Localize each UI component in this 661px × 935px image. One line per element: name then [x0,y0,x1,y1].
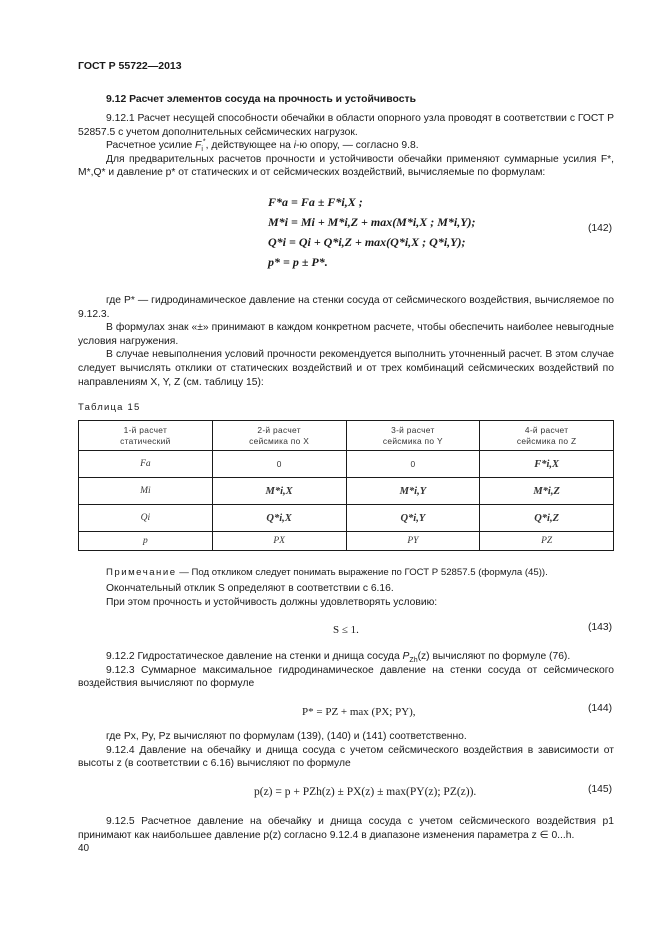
formula-142-number: (142) [588,223,613,234]
table-cell: PY [346,532,480,551]
paragraph-sign-rule: В формулах знак «±» принимают в каждом конкретном расчете, чтобы обеспечить наиболее невыгодные условия нагружения. [78,322,614,347]
table-row [79,505,614,532]
table-cell: PZ [480,532,614,551]
paragraph-9-12-4: 9.12.4 Давление на обечайку и днища сосуда с учетом сейсмического воздействия в зависимости от высоты z (в соответствии с 6.16) вычисляют по формуле [78,744,614,770]
table-cell: PX [212,532,346,551]
table-cell: M*i,Z [480,478,614,505]
table-row [79,451,614,478]
formula-143: S ≤ 1. [333,624,359,636]
table-header-cell: 3-й расчет сейсмика по Y [346,421,480,451]
table-header-row [79,421,614,451]
paragraph-where-pxyz: где Px, Py, Pz вычисляют по формулам (139), (140) и (141) соответственно. [106,731,467,742]
page-number: 40 [78,843,90,854]
hydro-text [78,650,614,691]
table-cell: Qi [79,505,213,532]
paragraph-9-12-3: 9.12.3 Суммарное максимальное гидродинамическое давление на стенки сосуда от сейсмического воздействия вычисляют по формуле [78,664,614,690]
formula-145: p(z) = p + PZh(z) ± PX(z) ± max(PY(z); PZ(z)). [254,786,477,798]
table-cell: M*i,Y [346,478,480,505]
paragraph-where-p: где P* — гидродинамическое давление на стенки сосуда от сейсмического воздействия, вычисляемое по 9.12.3. [78,295,614,320]
table-caption: Таблица 15 [78,402,141,413]
section-title: 9.12 Расчет элементов сосуда на прочность и устойчивость [106,94,416,105]
table-cell: 0 [346,451,480,478]
formula-142-line-3: Q*i = Qi + Q*i,Z + max(Q*i,X ; Q*i,Y); [268,235,466,249]
formula-143-number: (143) [588,622,613,633]
table-header-cell: 1-й расчет статический [79,421,213,451]
table-note [106,566,548,580]
paragraph-final-response: Окончательный отклик S определяют в соответствии с 6.16. [106,583,394,594]
table-row [79,478,614,505]
design-pressure-text [78,815,614,842]
table-cell: F*i,X [480,451,614,478]
after-formula-text [78,294,614,389]
table-header-cell: 2-й расчет сейсмика по X [212,421,346,451]
formula-142-line-4: p* = p ± P*. [268,255,328,269]
paragraph-9-12-5: 9.12.5 Расчетное давление на обечайку и днища сосуда с учетом сейсмического воздействия p1 принимают как наибольшее давление p(z) согласно 9.12.4 в диапазоне изменения параметра z ∈ 0...h. [78,816,614,841]
table-cell: p [79,532,213,551]
table-header-cell: 4-й расчет сейсмика по Z [480,421,614,451]
document-header: ГОСТ Р 55722—2013 [78,60,182,72]
table-cell: Fa [79,451,213,478]
paragraph-refined-calc: В случае невыполнения условий прочности рекомендуется выполнить уточненный расчет. В этом случае следует вычислять отклики от статических воздействий и от трех комбинаций сейсмических воздействий по направлениям X, Y, Z (см. таблицу 15): [78,349,614,388]
note-label: Примечание [106,567,177,578]
formula-142-line-1: F*a = Fa ± F*i,X ; [268,195,363,209]
formula-142-line-2: M*i = Mi + M*i,Z + max(M*i,X ; M*i,Y); [268,215,476,229]
paragraph-design-force: Расчетное усилие $F_i^*$, действующее на i-ю опору, — согласно 9.8. [106,138,419,154]
intro-text [78,112,614,180]
paragraph-preliminary-calc: Для предварительных расчетов прочности и устойчивости обечайки применяют суммарные усилия F*, M*,Q* и давление p* от статических и от сейсмических воздействий, вычисляемые по формулам: [78,153,614,179]
formula-145-number: (145) [588,784,613,795]
paragraph-condition: При этом прочность и устойчивость должны удовлетворять условию: [106,596,438,608]
formula-142 [268,192,476,272]
table-row [79,532,614,551]
formula-144: P* = PZ + max (PX; PY), [302,706,416,718]
table-cell: Q*i,Y [346,505,480,532]
table-cell: 0 [212,451,346,478]
formula-144-number: (144) [588,703,613,714]
table-cell: Q*i,X [212,505,346,532]
table-15 [78,420,614,551]
note-text: — Под откликом следует понимать выражение по ГОСТ Р 52857.5 (формула (45)). [176,567,548,578]
dynamic-pressure-text [78,730,614,771]
table-cell: M*i,X [212,478,346,505]
paragraph-9-12-1: 9.12.1 Расчет несущей способности обечайки в области опорного узла проводят в соответствии с ГОСТ Р 52857.5 с учетом дополнительных сейсмических нагрузок. [78,113,614,138]
paragraph-9-12-2: 9.12.2 Гидростатическое давление на стенки и днища сосуда $P_{Zh}(z)$ вычисляют по формуле (76). [106,651,571,665]
final-response-text [78,582,614,609]
table-cell: Q*i,Z [480,505,614,532]
table-cell: Mi [79,478,213,505]
